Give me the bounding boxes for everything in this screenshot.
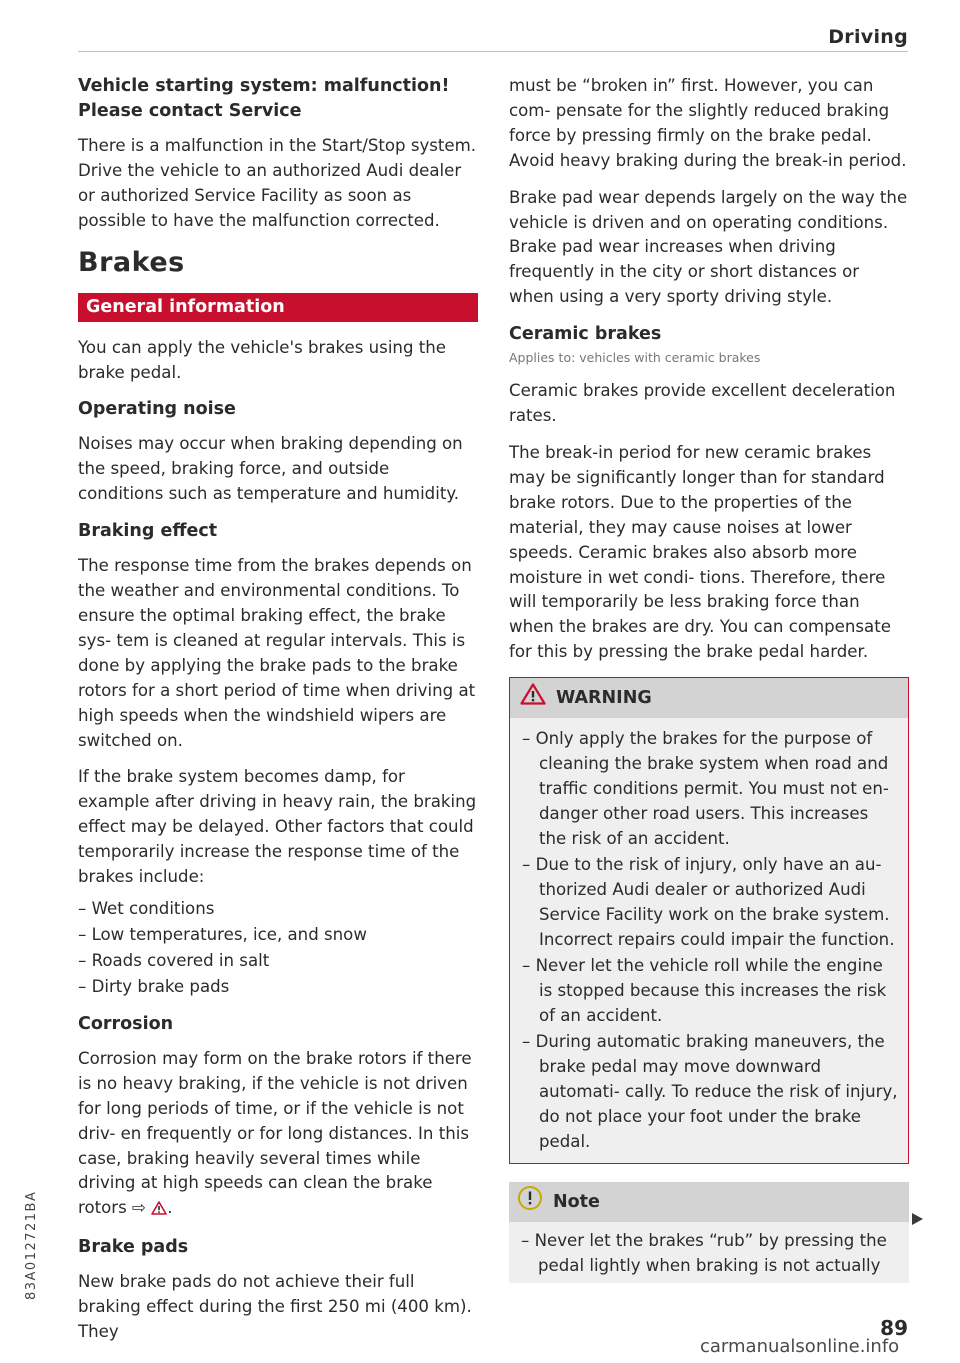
warning-title: WARNING: [556, 687, 652, 708]
brake-pad-wear-text: Brake pad wear depends largely on the way the vehicle is driven and on operating conditions. Brake pad wear increases when driving frequently in the city or short distances or when using a very sporty driving style.: [509, 187, 908, 307]
list-item: – Wet conditions: [78, 898, 215, 918]
warning-triangle-icon: [151, 1198, 167, 1223]
note-title: Note: [553, 1191, 600, 1212]
warning-item: – Only apply the brakes for the purpose of cleaning the brake system when road and traffic conditions permit. You must not en- danger other road users. This increases the risk of an accident.: [522, 729, 889, 849]
warning-body: [510, 718, 908, 1163]
list-item: – Low temperatures, ice, and snow: [78, 924, 367, 944]
warning-triangle-icon: [520, 683, 546, 713]
general-information-bar: General information: [78, 293, 478, 322]
warning-item: – Due to the risk of injury, only have an au- thorized Audi dealer or authorized Audi Service Facility work on the brake system. Incorrect repairs could impair the function.: [522, 855, 895, 950]
warning-item: – During automatic braking maneuvers, the brake pedal may move downward automati- cally. To reduce the risk of injury, do not place your foot under the brake pedal.: [522, 1032, 898, 1152]
document-id: 83A012721BA: [24, 1190, 39, 1300]
warning-item: – Never let the vehicle roll while the engine is stopped because this increases the risk of an accident.: [522, 956, 887, 1026]
general-information-text: You can apply the vehicle's brakes using the brake pedal.: [78, 337, 446, 382]
warning-header: [510, 678, 908, 718]
corrosion-text: Corrosion may form on the brake rotors if there is no heavy braking, if the vehicle is not driven for long periods of time, or if the vehicle is not driv- en frequently or for long distances. In this case, braking heavily several times while driving at high speeds can clean the brake rotors: [78, 1048, 472, 1218]
warning-box: [509, 677, 909, 1164]
applies-to-note: Applies to: vehicles with ceramic brakes: [509, 350, 761, 366]
page-number: 89: [880, 1316, 908, 1340]
ceramic-brakes-text-1: Ceramic brakes provide excellent deceleration rates.: [509, 381, 896, 426]
note-item: – Never let the brakes “rub” by pressing the pedal lightly when braking is not actually: [521, 1231, 887, 1276]
note-body: [509, 1222, 909, 1283]
operating-noise-text: Noises may occur when braking depending on the speed, braking force, and outside conditions such as temperature and humidity.: [78, 434, 463, 504]
starting-system-text: There is a malfunction in the Start/Stop system. Drive the vehicle to an authorized Audi dealer or authorized Service Facility as soon as possible to have the malfunction corrected.: [78, 136, 477, 230]
brake-pads-text: New brake pads do not achieve their full braking effect during the first 250 mi (400 km). They: [78, 1272, 472, 1342]
braking-effect-heading: Braking effect: [78, 521, 218, 542]
watermark: carmanualsonline.info: [700, 1336, 900, 1357]
braking-factors-list: [78, 896, 478, 1000]
corrosion-heading: Corrosion: [78, 1013, 174, 1034]
brake-pads-heading: Brake pads: [78, 1237, 189, 1258]
note-header: [509, 1182, 909, 1222]
ceramic-brakes-heading: Ceramic brakes: [509, 324, 662, 345]
operating-noise-heading: Operating noise: [78, 399, 236, 420]
brake-pads-continued-text: must be “broken in” first. However, you can com- pensate for the slightly reduced braking force by pressing firmly on the brake pedal. Avoid heavy braking during the break-in period.: [509, 76, 907, 170]
header-rule: [78, 51, 908, 52]
braking-effect-text-1: The response time from the brakes depends on the weather and environmental conditions. To ensure the optimal braking effect, the brake sys- tem is cleaned at regular intervals. This is done by applying the brake pads to the brake rotors for a short period of time when driving at high speeds when the windshield wipers are switched on.: [78, 556, 476, 750]
list-item: – Roads covered in salt: [78, 950, 270, 970]
list-item: – Dirty brake pads: [78, 976, 230, 996]
note-box: [509, 1182, 909, 1283]
left-column: [78, 74, 478, 1357]
right-column: [509, 74, 909, 1283]
continue-arrow-icon: [912, 1213, 923, 1225]
reference-arrow: ⇨: [132, 1198, 146, 1218]
braking-effect-text-2: If the brake system becomes damp, for example after driving in heavy rain, the braking effect may be delayed. Other factors that could temporarily increase the response time of the brakes include:: [78, 767, 477, 887]
ceramic-brakes-text-2: The break-in period for new ceramic brakes may be significantly longer than for standard brake rotors. Due to the properties of the material, they may cause noises at lower speeds. Ceramic brakes also absorb more moisture in wet condi- tions. Therefore, there will temporarily be less braking force than when the brakes are dry. You can compensate for this by pressing the brake pedal harder.: [509, 442, 891, 662]
corrosion-paragraph: [78, 1047, 478, 1223]
section-title: Driving: [828, 26, 908, 48]
warning-reference[interactable]: ⇨ .: [132, 1198, 172, 1217]
note-circle-icon: [517, 1185, 543, 1219]
starting-system-heading: Vehicle starting system: malfunction! Please contact Service: [78, 76, 450, 121]
brakes-heading: Brakes: [78, 246, 185, 278]
